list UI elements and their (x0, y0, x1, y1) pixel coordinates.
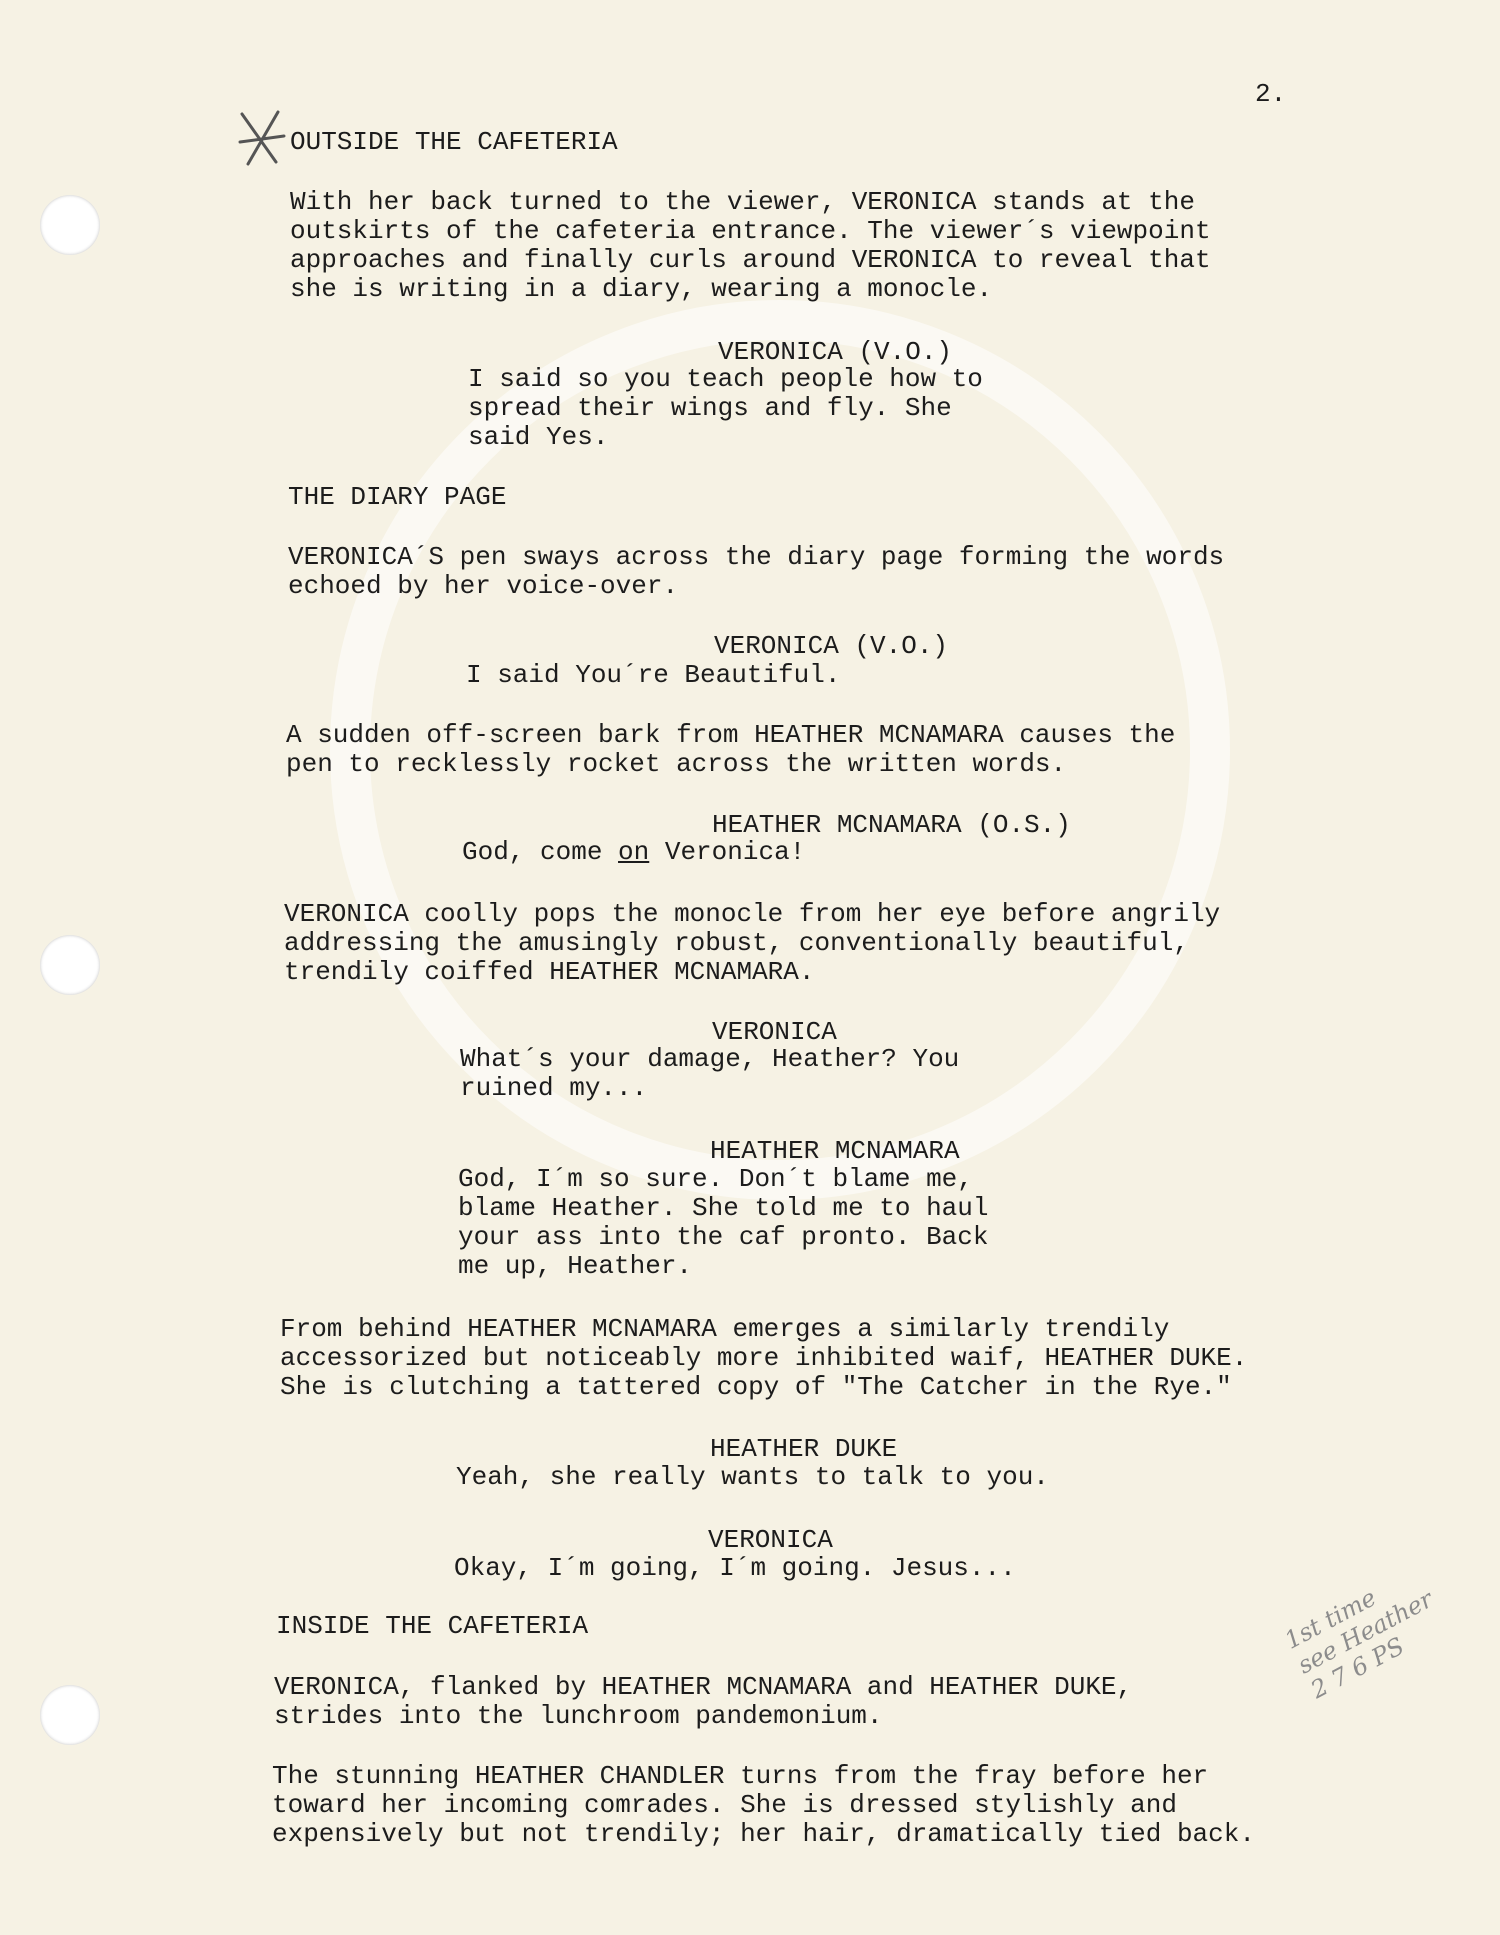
dialogue (462, 838, 805, 867)
dialogue: Yeah, she really wants to talk to you. (456, 1462, 1049, 1492)
punch-hole (40, 1685, 100, 1745)
dialogue: I said You´re Beautiful. (466, 660, 841, 690)
action-text: VERONICA, flanked by HEATHER MCNAMARA and HEATHER DUKE, strides into the lunchroom pandemonium. (274, 1672, 1133, 1731)
character-name: HEATHER MCNAMARA (710, 1136, 960, 1166)
action-text: The stunning HEATHER CHANDLER turns from the fray before her toward her incoming comrades. She is dressed stylishly and expensively but not trendily; her hair, dramatically tied back. (272, 1761, 1255, 1849)
dialogue: Okay, I´m going, I´m going. Jesus... (454, 1553, 1016, 1583)
punch-hole (40, 195, 100, 255)
character-name: VERONICA (V.O.) (718, 337, 953, 367)
action-text: VERONICA coolly pops the monocle from her eye before angrily addressing the amusingly robust, conventionally beautiful, trendily coiffed HEATHER MCNAMARA. (284, 899, 1221, 987)
character-name: VERONICA (V.O.) (714, 631, 949, 661)
character-name: HEATHER DUKE (710, 1434, 898, 1464)
dialogue-text: God, come (462, 837, 619, 867)
scene-heading: THE DIARY PAGE (288, 482, 507, 512)
character-name: VERONICA (708, 1525, 833, 1555)
character-name: HEATHER MCNAMARA (O.S.) (712, 810, 1071, 840)
character-name: VERONICA (712, 1017, 837, 1047)
pen-x-mark-icon (238, 108, 288, 168)
action-text: VERONICA´S pen sways across the diary page forming the words echoed by her voice-over. (288, 542, 1225, 601)
action-text: With her back turned to the viewer, VERONICA stands at the outskirts of the cafeteria entrance. The viewer´s viewpoint approaches and finally curls around VERONICA to reveal that she is writing in a diary, wearing a monocle. (290, 187, 1211, 304)
dialogue: What´s your damage, Heather? You ruined my... (460, 1044, 960, 1103)
handwritten-note: 1st time see Heather 2 7 6 PS (1280, 1583, 1438, 1705)
action-text: From behind HEATHER MCNAMARA emerges a similarly trendily accessorized but noticeably more inhibited waif, HEATHER DUKE. She is clutching a tattered copy of "The Catcher in the Rye." (280, 1314, 1248, 1402)
dialogue: I said so you teach people how to spread their wings and fly. She said Yes. (468, 364, 983, 452)
scene-heading: OUTSIDE THE CAFETERIA (290, 127, 618, 157)
underlined-word: on (618, 837, 650, 867)
scene-heading: INSIDE THE CAFETERIA (276, 1611, 589, 1641)
dialogue: God, I´m so sure. Don´t blame me, blame Heather. She told me to haul your ass into the caf pronto. Back me up, Heather. (458, 1164, 989, 1281)
page-number: 2. (1255, 79, 1287, 109)
action-text: A sudden off-screen bark from HEATHER MCNAMARA causes the pen to recklessly rocket across the written words. (286, 720, 1176, 779)
punch-hole (40, 935, 100, 995)
dialogue-text: Veronica! (649, 837, 806, 867)
